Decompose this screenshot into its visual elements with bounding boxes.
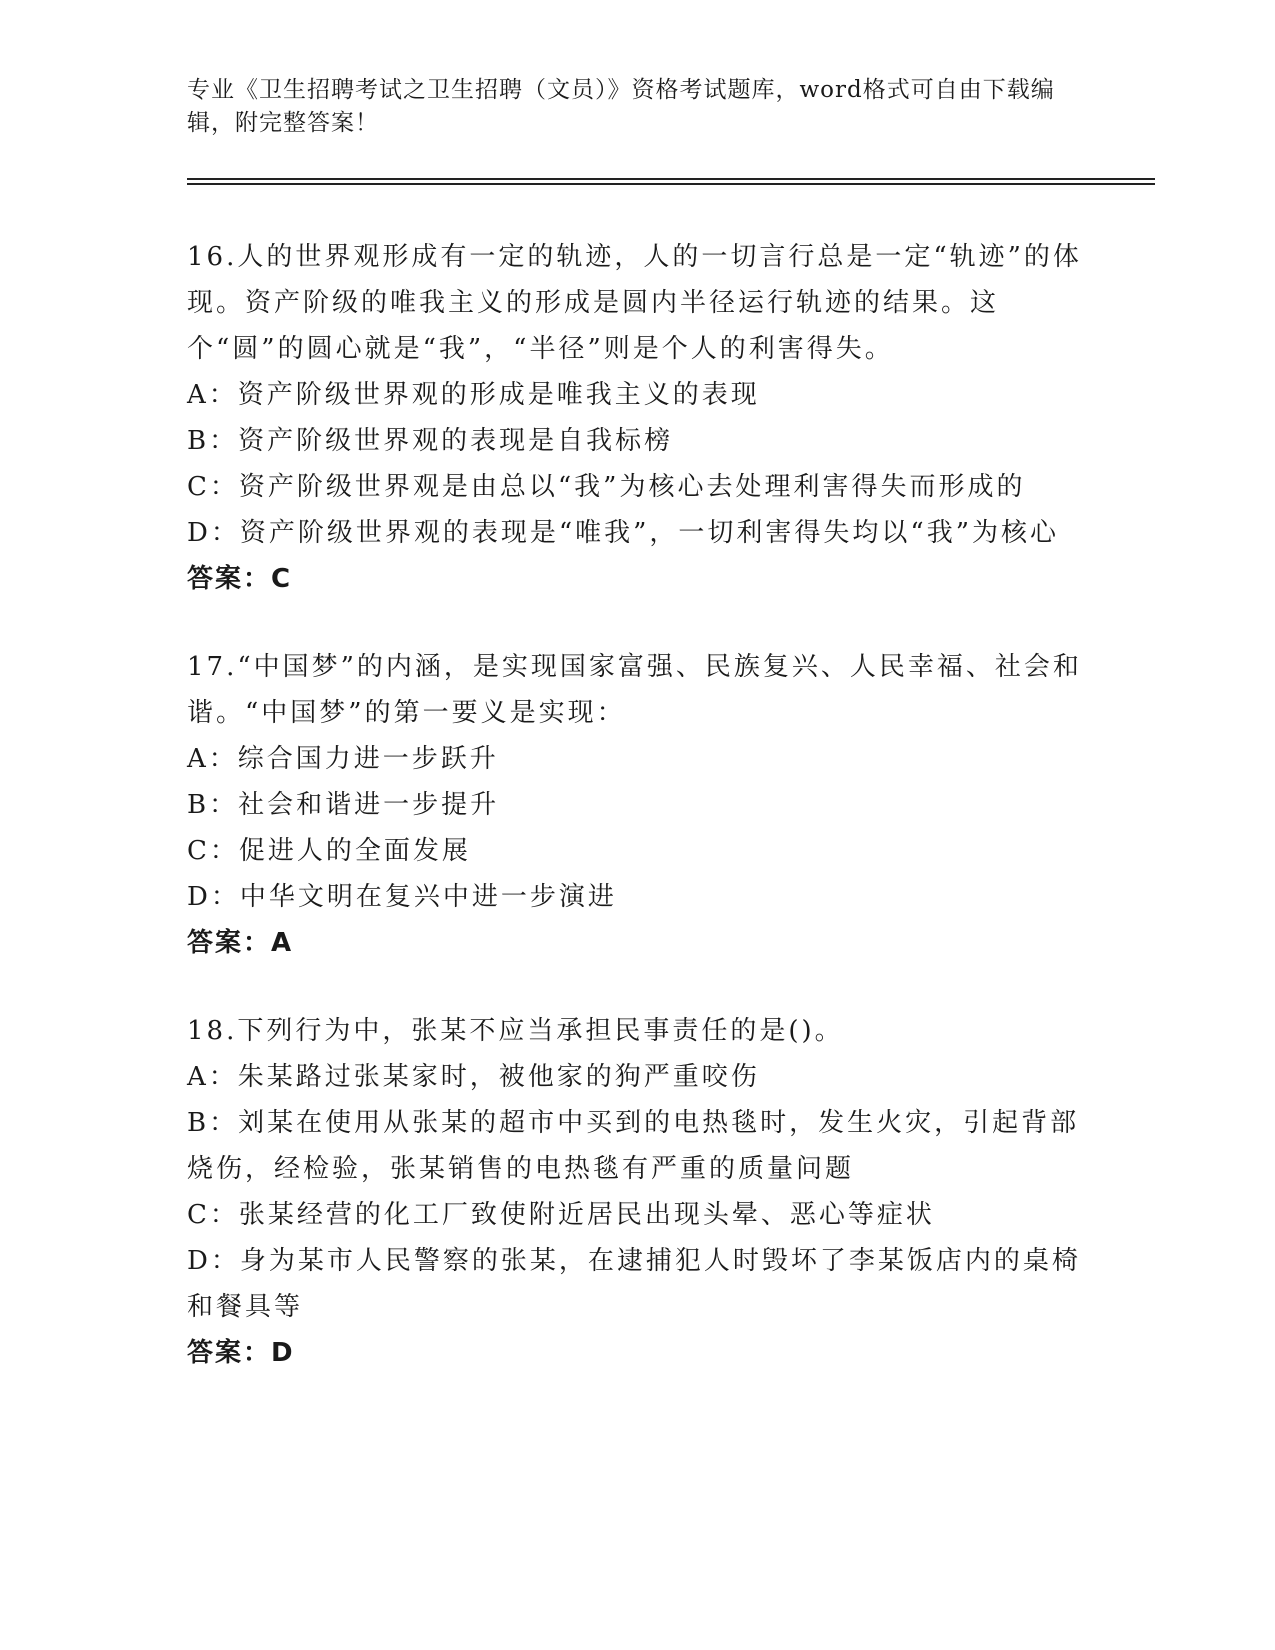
option-d: D：中华文明在复兴中进一步演进 <box>187 882 617 912</box>
question-17 <box>187 644 1087 966</box>
option-a: A：资产阶级世界观的形成是唯我主义的表现 <box>187 380 760 410</box>
option-b: B：刘某在使用从张某的超市中买到的电热毯时，发生火灾，引起背部烧伤，经检验，张某销售的电热毯有严重的质量问题 <box>187 1108 1080 1184</box>
option-d: D：身为某市人民警察的张某，在逮捕犯人时毁坏了李某饭店内的桌椅和餐具等 <box>187 1246 1081 1322</box>
option-b: B：资产阶级世界观的表现是自我标榜 <box>187 426 674 456</box>
answer-label: 答案：C <box>187 564 293 594</box>
header-divider-bottom <box>187 183 1155 185</box>
page-header: 专业《卫生招聘考试之卫生招聘（文员）》资格考试题库，word格式可自由下载编辑，附完整答案！ <box>187 77 1055 136</box>
option-c: C：张某经营的化工厂致使附近居民出现头晕、恶心等症状 <box>187 1200 935 1230</box>
option-a: A：朱某路过张某家时，被他家的狗严重咬伤 <box>187 1062 760 1092</box>
option-a: A：综合国力进一步跃升 <box>187 744 499 774</box>
option-b: B：社会和谐进一步提升 <box>187 790 500 820</box>
answer-label: 答案：D <box>187 1338 295 1368</box>
header-divider-top <box>187 178 1155 180</box>
answer-label: 答案：A <box>187 928 294 958</box>
option-c: C：促进人的全面发展 <box>187 836 471 866</box>
question-18 <box>187 1008 1087 1376</box>
question-stem: 16.人的世界观形成有一定的轨迹，人的一切言行总是一定“轨迹”的体现。资产阶级的唯我主义的形成是圆内半径运行轨迹的结果。这个“圆”的圆心就是“我”，“半径”则是个人的利害得失。 <box>187 242 1082 364</box>
question-stem: 17.“中国梦”的内涵，是实现国家富强、民族复兴、人民幸福、社会和谐。“中国梦”的第一要义是实现： <box>187 652 1082 728</box>
question-16 <box>187 234 1087 602</box>
question-stem: 18.下列行为中，张某不应当承担民事责任的是()。 <box>187 1016 844 1046</box>
option-c: C：资产阶级世界观是由总以“我”为核心去处理利害得失而形成的 <box>187 472 1026 502</box>
option-d: D：资产阶级世界观的表现是“唯我”，一切利害得失均以“我”为核心 <box>187 518 1060 548</box>
question-list <box>187 234 1087 1418</box>
